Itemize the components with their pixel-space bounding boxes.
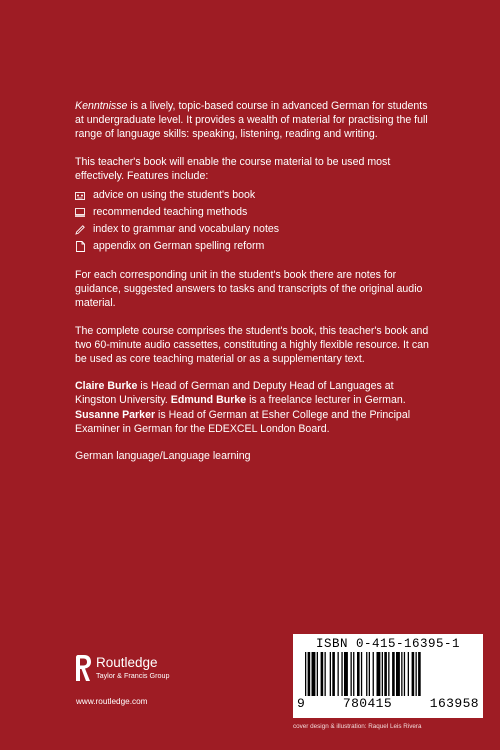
feature-text: appendix on German spelling reform [93, 240, 265, 253]
publisher-group: Taylor & Francis Group [96, 671, 170, 680]
author-name: Susanne Parker [75, 408, 156, 421]
barcode-bar [330, 652, 331, 696]
feature-item [75, 221, 437, 238]
publisher-block [74, 655, 224, 713]
barcode-bar [388, 652, 389, 696]
barcode-bar [357, 652, 360, 696]
feature-item [75, 187, 437, 204]
back-cover-text [75, 99, 437, 476]
barcode-bar [344, 652, 348, 696]
barcode-bar [321, 652, 324, 696]
barcode-bar [353, 652, 354, 696]
document-icon [75, 242, 85, 252]
barcode-bar [325, 652, 326, 696]
barcode-bar [373, 652, 374, 696]
author-bio: is Head of German and Deputy Head of Languages at Kingston University. [75, 380, 394, 407]
barcode-bar [377, 652, 381, 696]
barcode-bar [418, 652, 421, 696]
intro-paragraph [75, 99, 437, 142]
barcode-bar [341, 652, 342, 696]
barcode-digit-group: 780415 [342, 696, 393, 711]
barcode-bar [384, 652, 387, 696]
author-bio: is Head of German at Esher College and the Principal Examiner in German for the EDEXCEL London Board. [75, 408, 411, 435]
feature-item [75, 204, 437, 221]
author-name: Edmund Burke [170, 394, 247, 407]
barcode-bar [392, 652, 395, 696]
routledge-logo-icon [74, 655, 92, 688]
isbn-label: ISBN 0-415-16395-1 [315, 637, 461, 651]
barcode-bar [332, 652, 335, 696]
book-title: Kenntnisse [75, 100, 128, 112]
author-bio: is a freelance lecturer in German. [246, 394, 406, 407]
features-list [75, 187, 437, 255]
cover-credit: cover design & illustration: Raquel Leis Rivera [293, 723, 422, 730]
barcode-digits [297, 696, 479, 711]
barcode-bar [396, 652, 400, 696]
feature-item [75, 238, 437, 255]
features-intro: This teacher's book will enable the course material to be used most effectively. Features include: [75, 155, 391, 182]
barcode-bar [305, 652, 306, 696]
barcode-bar [317, 652, 318, 696]
publisher-name: Routledge [96, 655, 158, 670]
barcode-bar [369, 652, 370, 696]
feature-text: recommended teaching methods [93, 206, 248, 219]
publisher-url: www.routledge.com [76, 697, 148, 706]
barcode-bar [412, 652, 415, 696]
pencil-icon [75, 225, 85, 235]
barcode-digit-group: 9 [297, 696, 306, 711]
author-name: Claire Burke [75, 380, 138, 393]
barcode-bar [416, 652, 417, 696]
barcode-bar [308, 652, 311, 696]
cassette-icon [75, 191, 85, 201]
barcode-bar [338, 652, 339, 696]
intro-text: is a lively, topic-based course in advanced German for students at undergraduate level. It provides a wealth of material for practising the full range of language skills: speaking, listening, reading and writing. [75, 100, 428, 141]
barcode-digit-group: 163958 [429, 696, 479, 711]
barcode-bar [404, 652, 405, 696]
isbn-barcode [293, 634, 483, 718]
course-paragraph: The complete course comprises the student's book, this teacher's book and two 60-minute audio cassettes, constituting a highly flexible resource. It can be used as core teaching material or as a supplementary text. [75, 324, 429, 366]
barcode-bar [366, 652, 367, 696]
feature-text: advice on using the student's book [93, 189, 256, 202]
barcode-bar [312, 652, 316, 696]
units-paragraph: For each corresponding unit in the student's book there are notes for guidance, suggested answers to tasks and transcripts of the original audio material. [75, 269, 423, 310]
feature-text: index to grammar and vocabulary notes [93, 223, 280, 236]
monitor-icon [75, 208, 85, 218]
barcode-bar [361, 652, 362, 696]
authors-paragraph [75, 379, 437, 436]
barcode-bars [305, 652, 471, 696]
subject-category: German language/Language learning [75, 450, 251, 463]
barcode-bar [351, 652, 352, 696]
barcode-bar [382, 652, 383, 696]
barcode-bar [401, 652, 402, 696]
barcode-bar [408, 652, 409, 696]
